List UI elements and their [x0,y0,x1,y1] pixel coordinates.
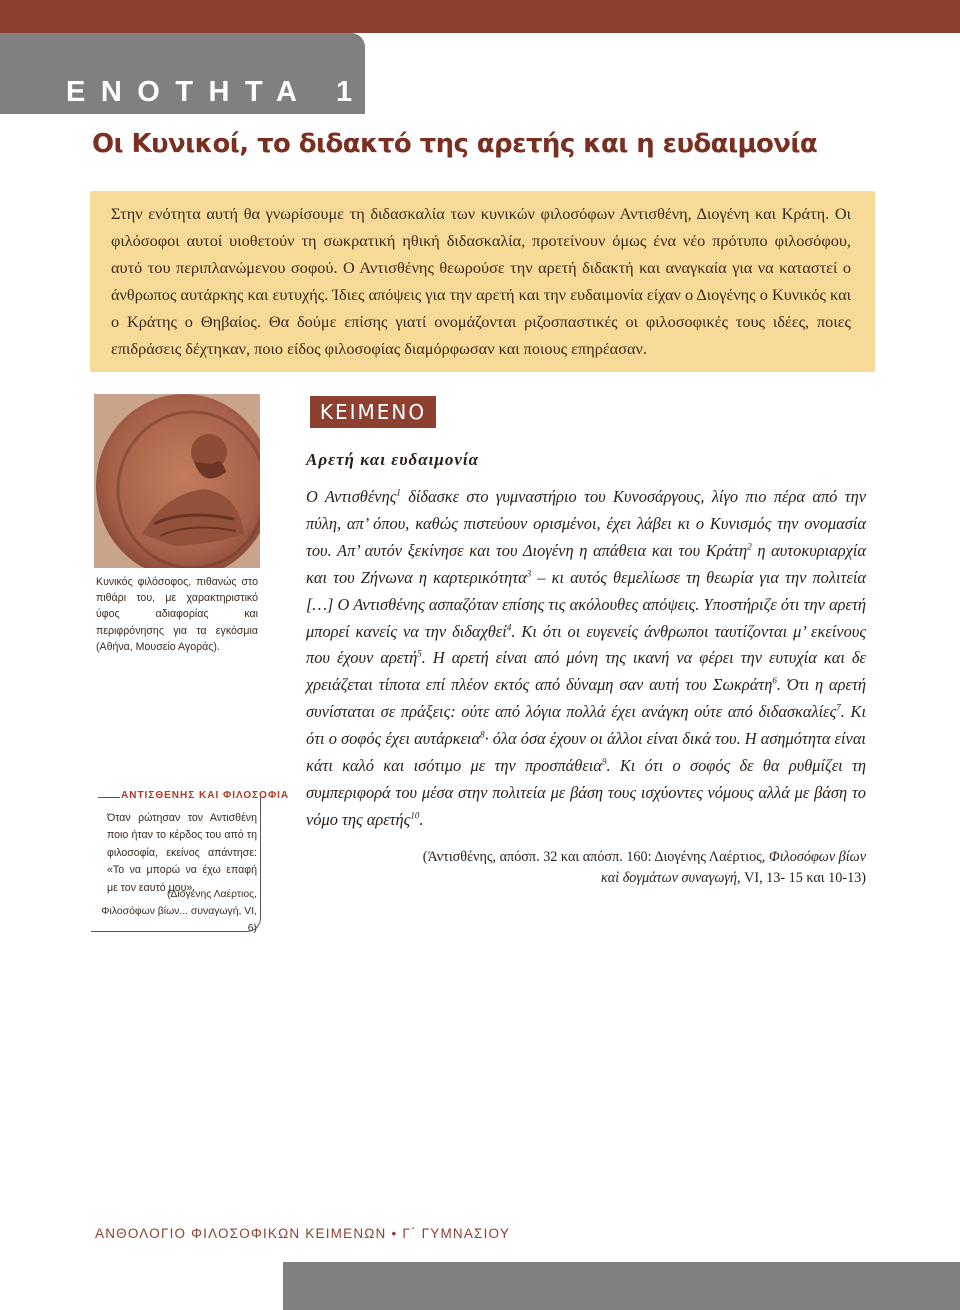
main-text-segment: – κι αυτός θεμελίωσε τη θεωρία για την πολιτεία […] Ο Αντισθένης ασπαζόταν επίσης τις ακόλουθες απόψεις. Υποστήριζε ότι την αρετή μπορεί κανείς να την διδαχθεί [306,567,866,641]
footer-band [283,1262,960,1310]
footnote-marker: 4 [506,622,512,633]
main-text-segment: · όλα όσα έχουν οι άλλοι είναι δικά του. Η ασημότητα είναι κάτι καλό και ισότιμο με την προσπάθεια [306,729,866,776]
footnote-marker: 6 [772,675,777,686]
main-text-segment: . Κι ότι ο σοφός έχει αυτάρκεια [306,702,866,749]
intro-text: Στην ενότητα αυτή θα γνωρίσουμε τη διδασκαλία των κυνικών φιλοσόφων Αντισθένη, Διογένη και Κράτη. Οι φιλόσοφοι αυτοί υιοθετούν τη σωκρατική ηθική διδασκαλία, προτείνουν όμως ένα νέο πρότυπο φιλοσόφου, αυτό του περιπλανώμενου σοφού. Ο Αντισθένης θεωρούσε την αρετή διδακτή και αναγκαία για να καταστεί ο άνθρωπος αυτάρκης και ευτυχής. Ίδιες απόψεις για την αρετή και την ευδαιμονία είχαν ο Διογένης ο Κυνικός και ο Κράτης ο Θηβαίος. Θα δούμε επίσης γιατί ονομάζονται ριζοσπαστικές οι φιλοσοφικές τους ιδέες, ποιες επιδράσεις δέχτηκαν, ποιο είδος φιλοσοφίας διαμόρφωσαν και ποιους επηρέασαν. [111,204,851,358]
sidebar-source-line-2: Φιλοσόφων βίων... συναγωγή, VI, 6) [101,906,257,934]
source-text: (Άντισθένης, απόσπ. 32 και απόσπ. 160: Διογένης Λαέρτιος, [422,849,769,865]
footnote-marker: 2 [747,541,752,552]
footnote-marker: 10 [410,810,420,821]
footnote-marker: 9 [601,756,607,767]
footnote-marker: 5 [417,648,422,659]
header-band [0,0,960,33]
main-text-segment: δίδασκε στο γυμναστήριο του Κυνοσάργους, λίγο πιο πέρα από την πύλη, απ’ όπου, καθώς πιστεύουν ορισμένοι, έχει λάβει κι ο Κυνισμός την ονομασία του. Απ’ αυτόν ξεκίνησε και του Διογένη η απάθεια και του Κράτη [306,487,866,560]
main-text-segment: . Η αρετή είναι από μόνη της ικανή να φέρει την ευτυχία και δε χρειάζεται τίποτα επί πλέον εκτός από δύναμη σαν αυτή του Σωκράτη [306,648,866,695]
sidebar-source [100,886,257,937]
section-label: ΕΝΟΤΗΤΑ 1η [66,76,401,108]
main-text-segment: . Ότι η αρετή συνίσταται σε πράξεις: ούτε από λόγια πολλά έχει ανάγκη ούτε από διδασκαλίες [306,675,866,722]
text-heading: Αρετή και ευδαιμονία [306,450,480,469]
footnote-marker: 3 [526,568,532,579]
main-text-segment: . [419,809,424,829]
source-work-title: καὶ δογμάτων συναγωγή [600,870,737,886]
sidebar-divider [98,797,120,798]
keimeno-label: ΚΕΙΜΕΝΟ [310,396,436,428]
sidebar-text: Όταν ρώτησαν τον Αντισθένη ποιο ήταν το κέρδος του από τη φιλοσοφία, εκείνος απάντησε: «Το να μπορώ να έχω επαφή με τον εαυτό μου». [107,812,257,894]
figure-caption: Κυνικός φιλόσοφος, πιθανώς στο πιθάρι του, με χαρακτηριστικό ύφος αδιαφορίας και περιφρόνησης για τα εγκόσμια (Αθήνα, Μουσείο Αγοράς). [96,576,258,653]
footnote-marker: 7 [836,702,841,713]
main-text-segment: . Κι ότι ο σοφός δε θα ρυθμίζει τη συμπεριφορά του μέσα στην πολιτεία με βάση τους ισχύοντες νόμους αλλά με βάση το νόμο της αρετής [306,756,866,829]
sidebar-title: ΑΝΤΙΣΘΕΝΗΣ ΚΑΙ ΦΙΛΟΣΟΦΙΑ [121,790,290,801]
footnote-marker: 8 [480,729,485,740]
footnote-marker: 1 [396,487,401,498]
footer-book-title: ΑΝΘΟΛΟΓΙΟ ΦΙΛΟΣΟΦΙΚΩΝ ΚΕΙΜΕΝΩΝ • Γ΄ ΓΥΜΝΑΣΙΟΥ [95,1226,511,1241]
source-citation-line-2 [300,870,866,887]
page-title: Οι Κυνικοί, το διδακτό της αρετής και η ευδαιμονία [92,129,818,159]
source-citation-line-1 [300,849,866,866]
philosopher-relief-image [94,394,260,568]
main-text [306,484,866,834]
source-work-title: Φιλοσόφων βίων [768,849,866,865]
main-text-segment: η αυτοκυριαρχία και του Ζήνωνα η καρτερικότητα [306,540,866,587]
main-text-segment: Ο Αντισθένης [306,487,397,506]
source-text: , VI, 13- 15 και 10-13) [737,870,866,886]
main-text-segment: . Κι ότι οι ευγενείς άνθρωποι ταυτίζονται μ’ εκείνους που έχουν αρετή [306,621,866,668]
sidebar-source-line-1: (Διογένης Λαέρτιος, [166,889,257,900]
